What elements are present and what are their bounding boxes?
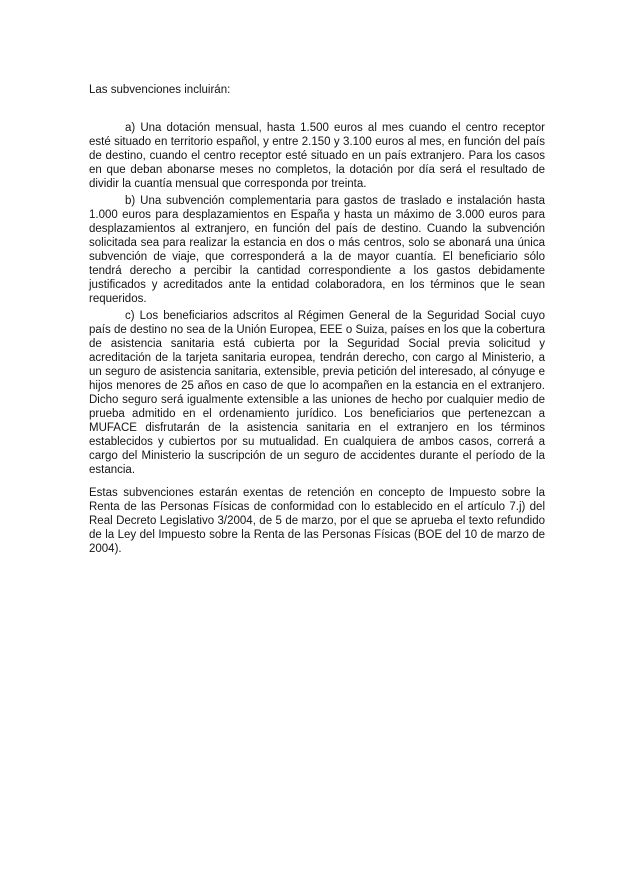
paragraph-a-dotacion-mensual: a) Una dotación mensual, hasta 1.500 euros al mes cuando el centro receptor esté situado en territorio español, y entre 2.150 y 3.100 euros al mes, en función del país de destino, cuando el centro receptor esté situado en un país extranjero. Para los casos en que deban abonarse meses no completos, la dotación por día será el resultado de dividir la cuantía mensual que corresponda por treinta. xyxy=(89,122,545,190)
intro-text: Las subvenciones incluirán: xyxy=(89,84,231,96)
paragraph-tax-exemption: Estas subvenciones estarán exentas de retención en concepto de Impuesto sobre la Renta de las Personas Físicas de conformidad con lo establecido en el artículo 7.j) del Real Decreto Legislativo 3/2004, de 5 de marzo, por el que se aprueba el texto refundido de la Ley del Impuesto sobre la Renta de las Personas Físicas (BOE del 10 de marzo de 2004). xyxy=(89,487,545,555)
paragraph-c-seguridad-social: c) Los beneficiarios adscritos al Régimen General de la Seguridad Social cuyo país de destino no sea de la Unión Europea, EEE o Suiza, países en los que la cobertura de asistencia sanitaria está cubierta por la Seguridad Social previa solicitud y acreditación de la tarjeta sanitaria europea, tendrán derecho, con cargo al Ministerio, a un seguro de asistencia sanitaria, extensible, previa petición del interesado, al cónyuge e hijos menores de 25 años en caso de que lo acompañen en la estancia en el extranjero. Dicho seguro será igualmente extensible a las uniones de hecho por cualquier medio de prueba admitido en el ordenamiento jurídico. Los beneficiarios que pertenezcan a MUFACE disfrutarán de la asistencia sanitaria en el extranjero en los términos establecidos y cubiertos por su mutualidad. En cualquiera de ambos casos, correrá a cargo del Ministerio la suscripción de un seguro de accidentes durante el período de la estancia. xyxy=(89,310,545,476)
paragraph-b-subvencion-complementaria: b) Una subvención complementaria para gastos de traslado e instalación hasta 1.000 euros para desplazamientos en España y hasta un máximo de 3.000 euros para desplazamientos al extranjero, en función del país de destino. Cuando la subvención solicitada sea para realizar la estancia en dos o más centros, solo se abonará una única subvención de viaje, que corresponderá a la de mayor cuantía. El beneficiario sólo tendrá derecho a percibir la cantidad correspondiente a los gastos debidamente justificados y acreditados ante la entidad colaboradora, en los términos que le sean requeridos. xyxy=(89,195,545,305)
